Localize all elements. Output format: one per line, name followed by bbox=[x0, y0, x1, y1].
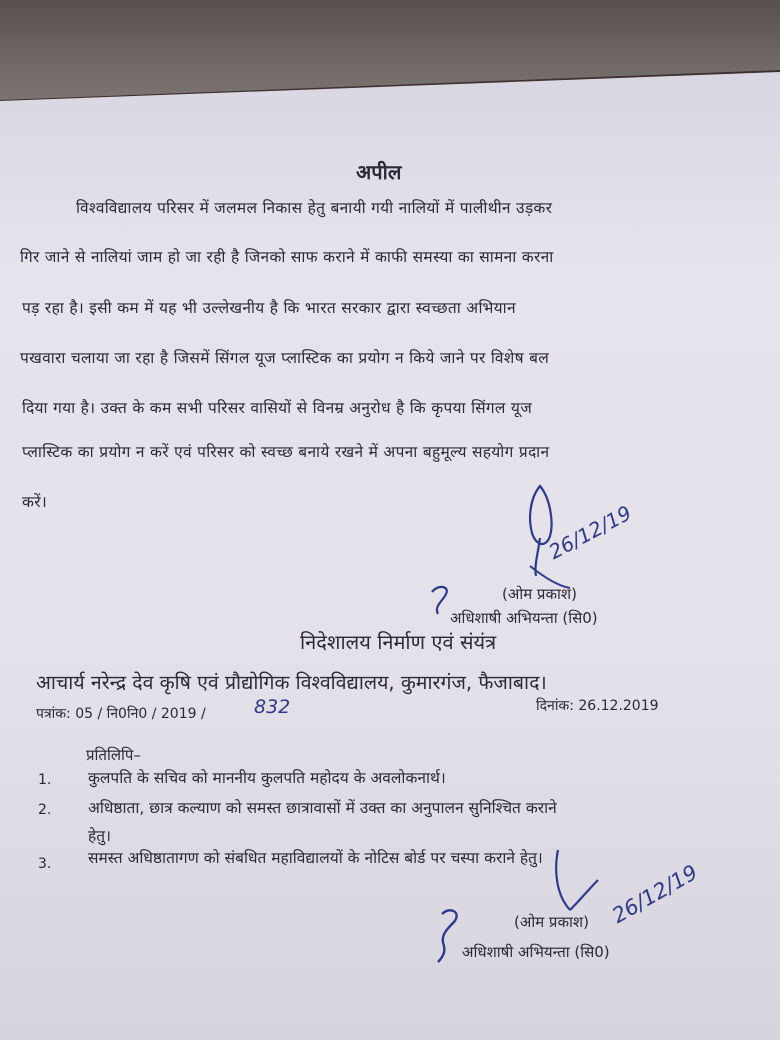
body-line-2: गिर जाने से नालियां जाम हो जा रही है जिनको साफ कराने में काफी समस्या का सामना करना bbox=[20, 248, 554, 266]
letter-number: पत्रांक: 05 / नि0नि0 / 2019 / bbox=[36, 706, 206, 722]
body-line-1: विश्वविद्यालय परिसर में जलमल निकास हेतु बनायी गयी नालियों में पालीथीन उड़कर bbox=[76, 199, 553, 217]
copy-item-1-number: 1. bbox=[38, 772, 52, 788]
signature-date-1: 26/12/19 bbox=[544, 500, 636, 564]
notice-title: अपील bbox=[356, 160, 402, 184]
signatory-name-2: (ओम प्रकाश) bbox=[514, 913, 589, 931]
body-line-4: पखवारा चलाया जा रहा है जिसमें सिंगल यूज प्लास्टिक का प्रयोग न किये जाने पर विशेष बल bbox=[20, 349, 550, 367]
copy-item-2-number: 2. bbox=[38, 802, 52, 818]
letter-date: दिनांक: 26.12.2019 bbox=[536, 698, 659, 714]
university-name: आचार्य नरेन्द्र देव कृषि एवं प्रौद्योगिक विश्वविद्यालय, कुमारगंज, फैजाबाद। bbox=[36, 671, 547, 694]
body-line-6: प्लास्टिक का प्रयोग न करें एवं परिसर को स्वच्छ बनाये रखने में अपना बहुमूल्य सहयोग प्रदान bbox=[22, 443, 550, 461]
signatory-designation-1: अधिशाषी अभियन्ता (सि0) bbox=[450, 609, 598, 627]
copy-to-heading: प्रतिलिपि– bbox=[86, 746, 141, 764]
signature-date-2: 26/12/19 bbox=[608, 860, 702, 928]
copy-item-3-number: 3. bbox=[38, 856, 52, 872]
body-line-5: दिया गया है। उक्त के कम सभी परिसर वासियों से विनम्र अनुरोध है कि कृपया सिंगल यूज bbox=[22, 399, 533, 417]
copy-item-2-text-line-1: अधिष्ठाता, छात्र कल्याण को समस्त छात्रावासों में उक्त का अनुपालन सुनिश्चित कराने bbox=[88, 799, 557, 817]
copy-item-3-text: समस्त अधिष्ठातागण को संबधित महाविद्यालयों के नोटिस बोर्ड पर चस्पा कराने हेतु। bbox=[88, 849, 543, 867]
body-line-7: करें। bbox=[22, 493, 48, 511]
directorate-title: निदेशालय निर्माण एवं संयंत्र bbox=[300, 630, 497, 654]
body-line-3: पड़ रहा है। इसी कम में यह भी उल्लेखनीय है कि भारत सरकार द्वारा स्वच्छता अभियान bbox=[22, 299, 516, 317]
signatory-designation-2: अधिशाषी अभियन्ता (सि0) bbox=[462, 943, 610, 961]
signatory-name-1: (ओम प्रकाश) bbox=[502, 585, 577, 603]
letter-number-handwritten: 832 bbox=[254, 696, 291, 718]
copy-item-2-text-line-2: हेतु। bbox=[88, 827, 111, 845]
copy-item-1-text: कुलपति के सचिव को माननीय कुलपति महोदय के अवलोकनार्थ। bbox=[88, 769, 446, 787]
